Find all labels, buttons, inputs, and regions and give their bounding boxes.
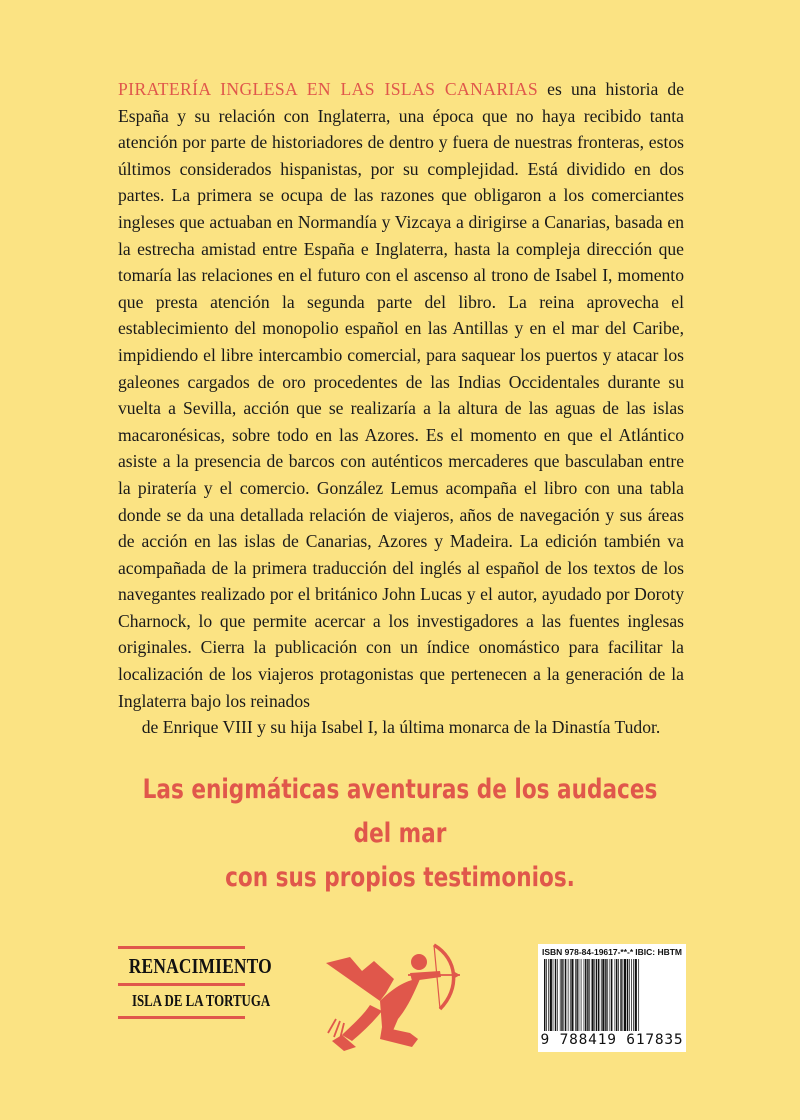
blurb-body: es una historia de España y su relación con Inglaterra, una época que no haya recibido tanta atención por parte de historiadores de dentro y fuera de nuestras fronteras, estos últimos considerados hispanistas, por su complejidad. Está dividido en dos partes. La primera se ocupa de las razones que obligaron a los comerciantes ingleses que actuaban en Normandía y Vizcaya a dirigirse a Canarias, basada en la estrecha amistad entre España e Inglaterra, hasta la compleja dirección que tomaría las relaciones en el futuro con el ascenso al trono de Isabel I, momento que presta atención la segunda parte del libro. La reina aprovecha el establecimiento del monopolio español en las Antillas y en el mar del Caribe, impidiendo el libre intercambio comercial, para saquear los puertos y atacar los galeones cargados de oro procedentes de las Indias Occidentales durante su vuelta a Sevilla, acción que se realizaría a la altura de las aguas de las islas macaronésicas, sobre todo en las Azores. Es el momento en que el Atlántico asiste a la presencia de barcos con auténticos mercaderes que basculaban entre la piratería y el comercio. González Lemus acompaña el libro con una tabla donde se da una detallada relación de viajeros, años de navegación y sus áreas de acción en las islas de Canarias, Azores y Madeira. La edición también va acompañada de la primera traducción del inglés al español de los textos de los navegantes realizado por el británico John Lucas y el autor, ayudado por Doroty Charnock, lo que permite acercar a los investigadores a las fuentes inglesas originales. Cierra la publicación con un índice onomástico para facilitar la localización de los viajeros protagonistas que pertenecen a la generación de la Inglaterra bajo los reinados (118, 79, 685, 711)
barcode-number: 9 788419 617835 (540, 1032, 684, 1048)
publisher-bar-middle (118, 983, 245, 986)
isbn-row (542, 947, 682, 957)
barcode (538, 944, 686, 1052)
blurb-last-line: de Enrique VIII y su hija Isabel I, la última monarca de la Dinastía Tudor. (141, 717, 661, 738)
publisher-logo (118, 944, 272, 1021)
publisher-name: RENACIMIENTO (128, 954, 272, 978)
isbn-label: ISBN 978-84-19617-**-* (542, 947, 634, 957)
archer-icon (322, 935, 462, 1055)
ibic-label: IBIC: HBTM (635, 947, 682, 957)
barcode-bars (542, 959, 682, 1031)
back-cover-blurb (118, 76, 684, 741)
publisher-bar-bottom (118, 1016, 245, 1019)
publisher-bar-top (118, 946, 245, 949)
tagline-line-2: con sus propios testimonios. (225, 862, 575, 893)
collection-name: ISLA DE LA TORTUGA (131, 991, 271, 1010)
book-title: PIRATERÍA INGLESA EN LAS ISLAS CANARIAS (118, 79, 539, 99)
tagline (128, 768, 672, 900)
tagline-line-1: Las enigmáticas aventuras de los audaces del mar (142, 774, 658, 849)
